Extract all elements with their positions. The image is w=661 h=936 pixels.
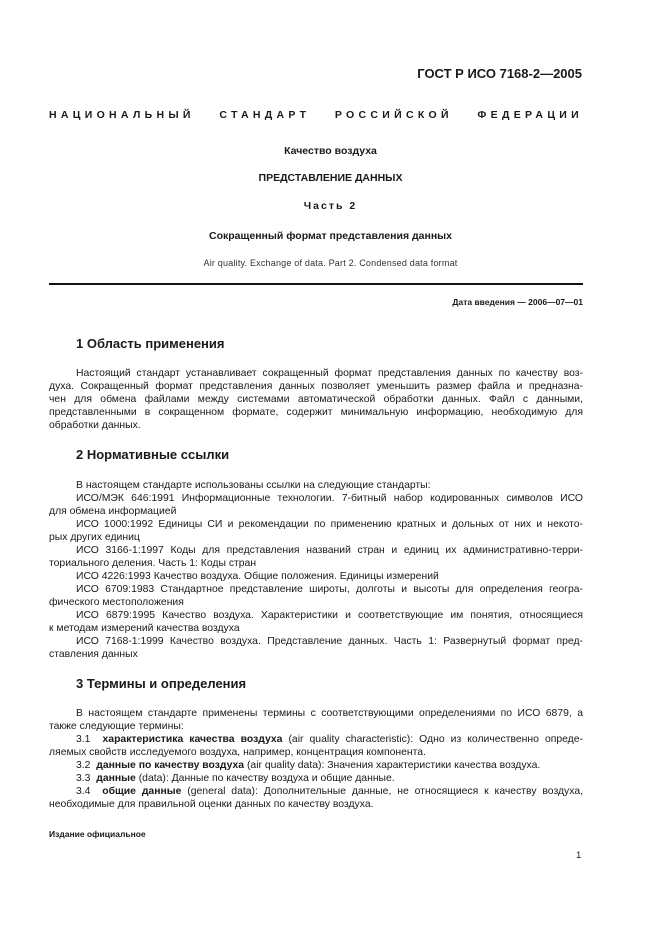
introduction-date: Дата введения — 2006—07—01 xyxy=(452,297,583,307)
term-name: данные по качеству воздуха xyxy=(96,760,245,771)
text-line: В настоящем стандарте применены термины с соответствующими определениями по ИСО 6879, а xyxy=(76,708,583,719)
national-standard-banner xyxy=(49,109,583,121)
title-english: Air quality. Exchange of data. Part 2. Condensed data format xyxy=(203,258,458,268)
text-line: ляемых свойств исследуемого воздуха, например, концентрация компонента. xyxy=(49,747,426,758)
section-body xyxy=(49,479,583,661)
term-name: характеристика качества воздуха xyxy=(102,734,283,745)
term-definition xyxy=(49,785,583,798)
section-heading: 1 Область применения xyxy=(76,336,225,351)
text-line: представленными в сокращенном формате, содержит минимальную информацию, необходимую для xyxy=(49,407,583,418)
text-line: Настоящий стандарт устанавливает сокращенный формат представления данных по качеству воз- xyxy=(76,368,583,379)
text-line: к методам измерений качества воздуха xyxy=(49,623,240,634)
term-number: 3.4 xyxy=(76,786,91,797)
title-main: Качество воздуха xyxy=(284,145,377,157)
text-line: ставления данных xyxy=(49,649,138,660)
term-name: данные xyxy=(96,773,136,784)
title-part: Часть 2 xyxy=(303,200,358,212)
banner-word: СТАНДАРТ xyxy=(219,109,311,121)
term-number: 3.1 xyxy=(76,734,91,745)
text-line: ИСО 1000:1992 Единицы СИ и рекомендации по применению кратных и дольных от них и некото- xyxy=(76,519,583,530)
text-line: обработки данных. xyxy=(49,420,141,431)
term-name: общие данные xyxy=(102,786,182,797)
text-line: духа. Сокращенный формат представления данных позволяет уменьшить размер файла и предназна- xyxy=(49,381,583,392)
text-line: фического местоположения xyxy=(49,597,184,608)
term-text: (air quality data): Значения характеристики качества воздуха. xyxy=(244,760,541,771)
text-line: ИСО 3166-1:1997 Коды для представления названий стран и единиц их административно-терри- xyxy=(76,545,583,556)
text-line: рых других единиц xyxy=(49,532,140,543)
document-code: ГОСТ Р ИСО 7168-2—2005 xyxy=(417,66,582,81)
text-line: ИСО 6709:1983 Стандартное представление широты, долготы и высоты для определения геогра- xyxy=(76,584,583,595)
text-line: ИСО 4226:1993 Качество воздуха. Общие положения. Единицы измерений xyxy=(76,571,439,582)
section-heading: 3 Термины и определения xyxy=(76,676,247,691)
section-body xyxy=(49,367,583,432)
text-line: для обмена информацией xyxy=(49,506,177,517)
text-line: В настоящем стандарте использованы ссылки на следующие стандарты: xyxy=(76,480,431,491)
term-number: 3.2 xyxy=(76,760,91,771)
banner-word: НАЦИОНАЛЬНЫЙ xyxy=(49,109,195,121)
title-sub: ПРЕДСТАВЛЕНИЕ ДАННЫХ xyxy=(258,172,403,184)
term-definition xyxy=(49,733,583,746)
section-heading: 2 Нормативные ссылки xyxy=(76,447,230,462)
text-line: также следующие термины: xyxy=(49,721,184,732)
section-body xyxy=(49,707,583,811)
horizontal-rule xyxy=(49,283,583,285)
term-text: (data): Данные по качеству воздуха и общие данные. xyxy=(135,773,395,784)
text-line: ториального деления. Часть 1: Коды стран xyxy=(49,558,257,569)
title-part-name: Сокращенный формат представления данных xyxy=(209,230,452,242)
term-number: 3.3 xyxy=(76,773,91,784)
term-text: (general data): Дополнительные данные, не относящиеся к качеству воздуха, xyxy=(181,786,583,797)
banner-word: ФЕДЕРАЦИИ xyxy=(477,109,583,121)
term-text: (air quality characteristic): Одно из количественно опреде- xyxy=(282,734,583,745)
text-line: необходимые для правильной оценки данных по качеству воздуха. xyxy=(49,799,374,810)
edition-label: Издание официальное xyxy=(49,829,146,839)
term-definition xyxy=(49,772,583,785)
banner-word: РОССИЙСКОЙ xyxy=(334,109,453,121)
text-line: чен для обмена файлами между системами автоматической обработки данных. Файл с данными, xyxy=(49,394,583,405)
text-line: ИСО 6879:1995 Качество воздуха. Характеристики и соответствующие им понятия, относящиеся xyxy=(76,610,583,621)
page-number: 1 xyxy=(576,850,582,861)
text-line: ИСО/МЭК 646:1991 Информационные технологии. 7-битный набор кодированных символов ИСО xyxy=(76,493,583,504)
text-line: ИСО 7168-1:1999 Качество воздуха. Представление данных. Часть 1: Развернутый формат пред- xyxy=(76,636,583,647)
term-definition xyxy=(49,759,583,772)
